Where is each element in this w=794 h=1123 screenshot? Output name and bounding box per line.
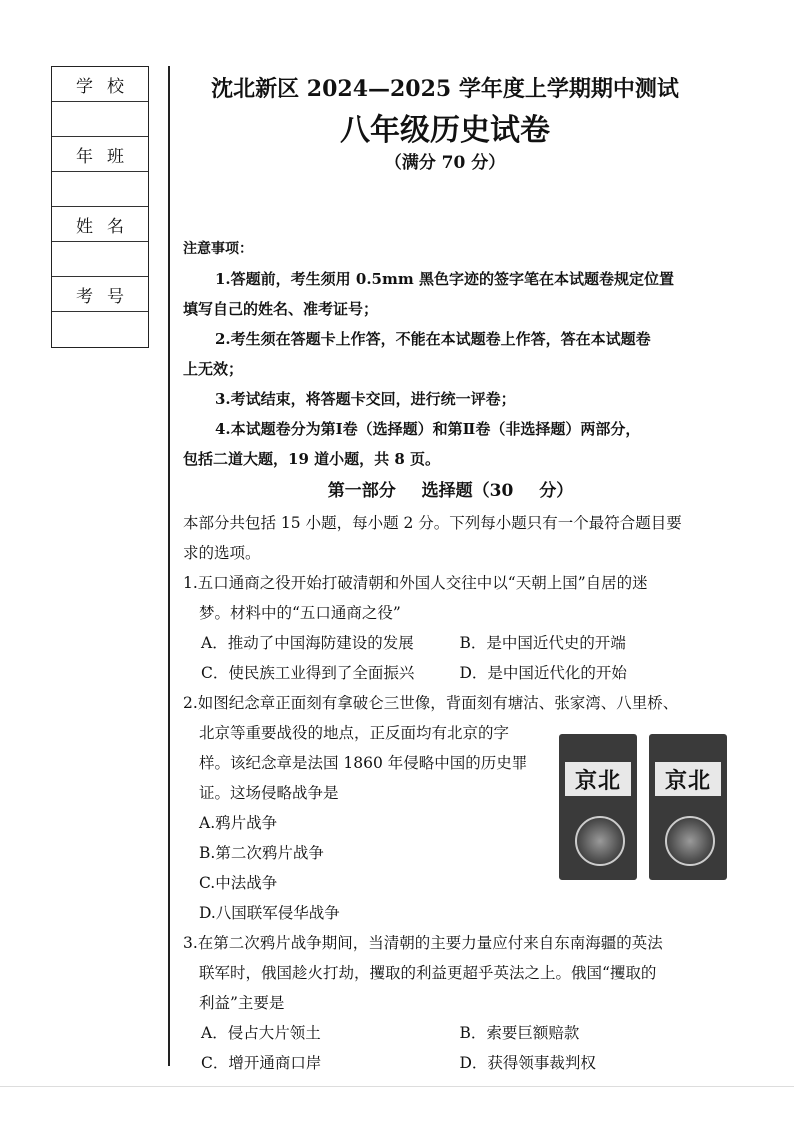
medal-front-text: 京北 (565, 762, 631, 796)
note-4b: 包括二道大题，19 道小题，共 8 页。 (183, 450, 440, 468)
q2-stem-b: 北京等重要战役的地点，正反面均有北京的字 (199, 724, 510, 742)
medal-front-disc (575, 816, 625, 866)
q1-options (183, 628, 718, 688)
medal-front (559, 734, 637, 880)
q3-stem-c: 利益”主要是 (199, 994, 285, 1012)
question-1 (183, 568, 718, 688)
note-1a: 1.答题前，考生须用 0.5mm 黑色字迹的签字笔在本试题卷规定位置 (215, 270, 674, 288)
q3-option-a[interactable]: A．侵占大片领土 (201, 1024, 321, 1042)
name-field[interactable] (52, 242, 148, 277)
class-label: 年班 (52, 137, 148, 172)
exam-number-field[interactable] (52, 312, 148, 347)
exam-content (183, 234, 718, 1078)
section-1-intro-b: 求的选项。 (183, 544, 261, 562)
q3-option-c[interactable]: C．增开通商口岸 (201, 1054, 322, 1072)
section-1-title: 第一部分 选择题（30 分） (327, 481, 574, 501)
medal-back-text: 京北 (655, 762, 721, 796)
exam-number-label: 考号 (52, 277, 148, 312)
q2-stem-d: 证。这场侵略战争是 (199, 784, 339, 802)
q2-option-c[interactable]: C.中法战争 (199, 874, 278, 892)
q2-option-b[interactable]: B.第二次鸦片战争 (199, 844, 324, 862)
q2-stem-a: 2.如图纪念章正面刻有拿破仑三世像，背面刻有塘沽、张家湾、八里桥、 (183, 694, 679, 712)
notes-heading: 注意事项： (183, 241, 253, 257)
commemorative-medal-image (559, 734, 727, 882)
q1-option-b[interactable]: B．是中国近代史的开端 (459, 634, 626, 652)
q1-stem-b: 梦。材料中的“五口通商之役” (199, 604, 401, 622)
question-3 (183, 928, 718, 1078)
q1-option-c[interactable]: C．使民族工业得到了全面振兴 (201, 664, 415, 682)
medal-back-disc (665, 816, 715, 866)
class-field[interactable] (52, 172, 148, 207)
student-info-box (51, 66, 149, 348)
q1-option-d[interactable]: D．是中国近代化的开始 (459, 664, 627, 682)
school-field[interactable] (52, 102, 148, 137)
school-label: 学校 (52, 67, 148, 102)
q3-option-b[interactable]: B．索要巨额赔款 (459, 1024, 580, 1042)
note-2b: 上无效； (183, 360, 244, 378)
exam-title: 沈北新区 2024—2025 学年度上学期期中测试 (211, 76, 679, 102)
q3-stem-b: 联军时，俄国趁火打劫，攫取的利益更超乎英法之上。俄国“攫取的 (199, 964, 657, 982)
exam-subtitle: 八年级历史试卷 (340, 113, 550, 148)
page-bottom-rule (0, 1086, 794, 1087)
section-1-intro-a: 本部分共包括 15 小题，每小题 2 分。下列每小题只有一个最符合题目要 (183, 514, 682, 532)
note-1b: 填写自己的姓名、准考证号； (183, 300, 379, 318)
full-score: （满分 70 分） (384, 153, 506, 173)
q1-option-a[interactable]: A．推动了中国海防建设的发展 (201, 634, 414, 652)
q3-stem-a: 3.在第二次鸦片战争期间，当清朝的主要力量应付来自东南海疆的英法 (183, 934, 663, 952)
q2-stem-c: 样。该纪念章是法国 1860 年侵略中国的历史罪 (199, 754, 528, 772)
note-4a: 4.本试题卷分为第Ⅰ卷（选择题）和第Ⅱ卷（非选择题）两部分， (215, 420, 641, 438)
binding-line (168, 66, 170, 1066)
q2-option-a[interactable]: A.鸦片战争 (199, 814, 278, 832)
note-3: 3.考试结束，将答题卡交回，进行统一评卷； (215, 390, 516, 408)
q1-stem-a: 1.五口通商之役开始打破清朝和外国人交往中以“天朝上国”自居的迷 (183, 574, 648, 592)
note-2a: 2.考生须在答题卡上作答，不能在本试题卷上作答，答在本试题卷 (215, 330, 651, 348)
medal-back (649, 734, 727, 880)
name-label: 姓名 (52, 207, 148, 242)
q3-option-d[interactable]: D．获得领事裁判权 (459, 1054, 596, 1072)
q2-option-d[interactable]: D.八国联军侵华战争 (199, 904, 340, 922)
q3-options (183, 1018, 718, 1078)
